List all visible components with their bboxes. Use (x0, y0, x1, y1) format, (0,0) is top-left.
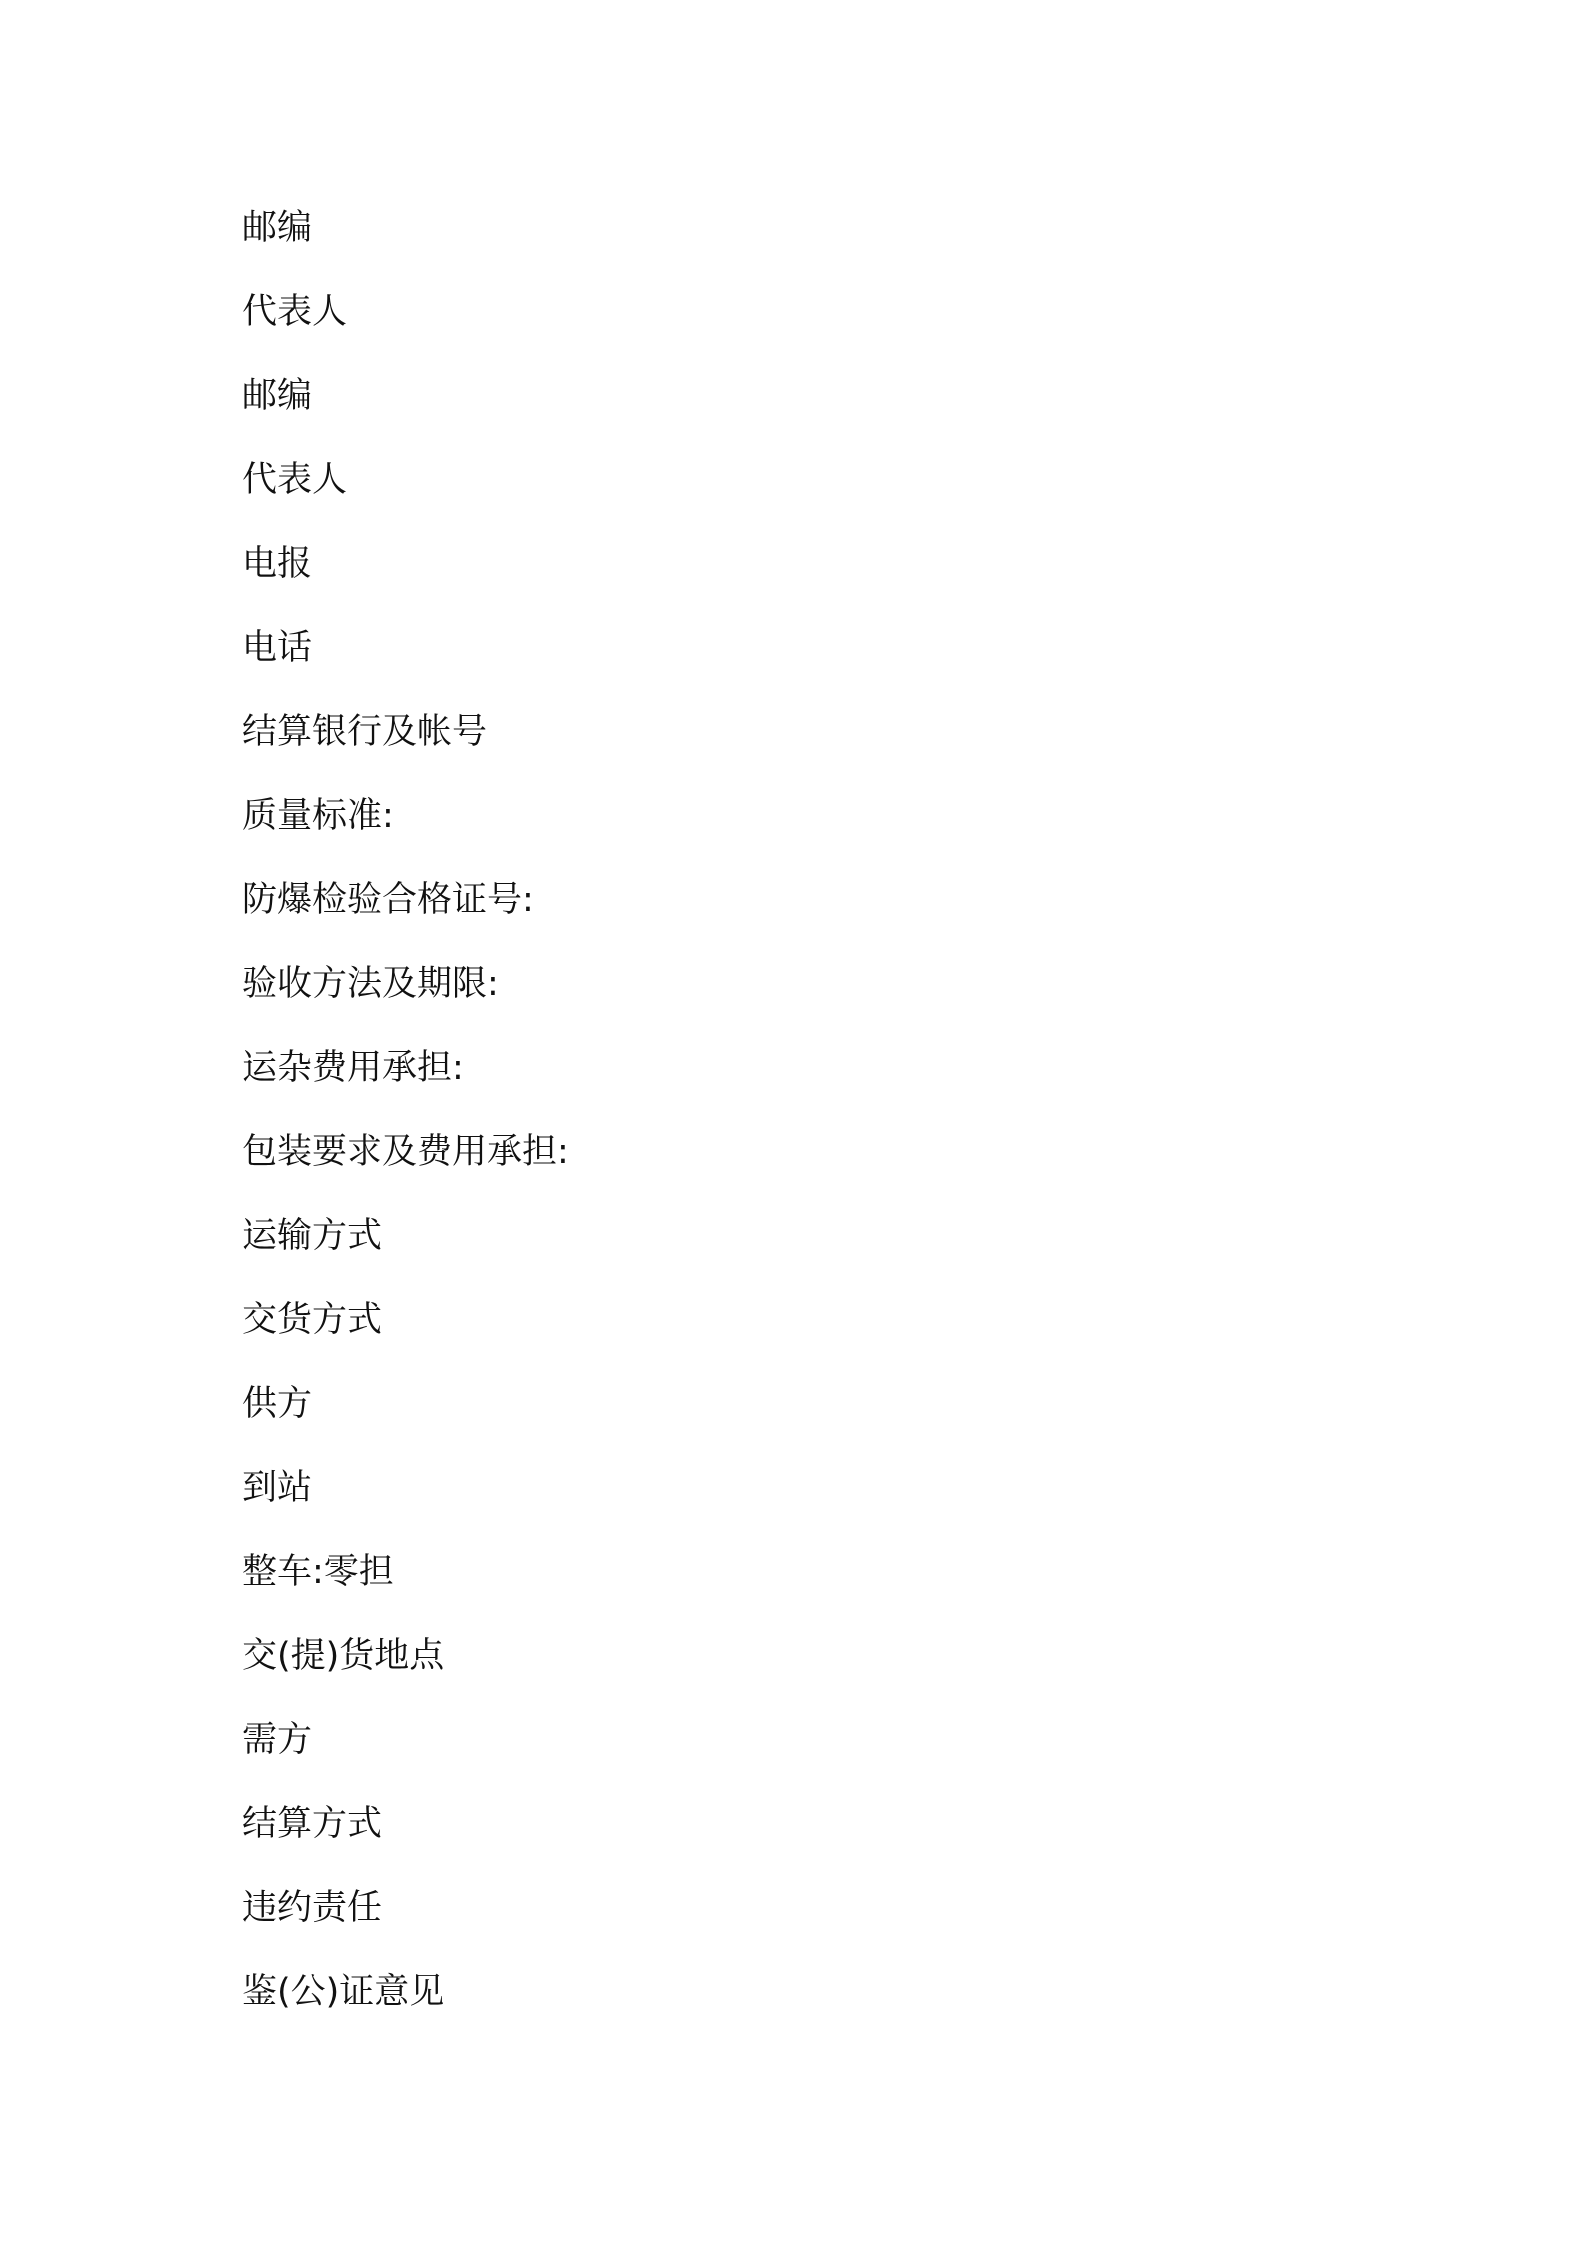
field-label-notarization-opinion: 鉴(公)证意见 (242, 1972, 445, 2012)
field-label-settlement-method: 结算方式 (242, 1804, 383, 1844)
field-label-supplier: 供方 (242, 1384, 313, 1424)
field-label-packaging-cost: 包装要求及费用承担: (242, 1132, 569, 1172)
field-label-bank-account: 结算银行及帐号 (242, 712, 488, 752)
field-label-quality-standard: 质量标准: (242, 796, 394, 836)
field-label-arrival-station: 到站 (242, 1468, 313, 1508)
field-label-telegram: 电报 (242, 544, 313, 584)
field-label-acceptance-method: 验收方法及期限: (242, 964, 499, 1004)
field-label-phone: 电话 (242, 628, 313, 668)
field-label-explosion-proof-cert: 防爆检验合格证号: (242, 880, 534, 920)
field-label-delivery-location: 交(提)货地点 (242, 1636, 445, 1676)
field-label-breach-liability: 违约责任 (242, 1888, 383, 1928)
field-label-postcode-2: 邮编 (242, 376, 313, 416)
field-label-load-type: 整车:零担 (242, 1552, 394, 1592)
field-label-representative-1: 代表人 (242, 292, 348, 332)
field-label-delivery-method: 交货方式 (242, 1300, 383, 1340)
field-label-buyer: 需方 (242, 1720, 313, 1760)
field-label-postcode-1: 邮编 (242, 208, 313, 248)
field-label-transport-method: 运输方式 (242, 1216, 383, 1256)
form-field-list (242, 196, 569, 2044)
field-label-freight-cost: 运杂费用承担: (242, 1048, 464, 1088)
field-label-representative-2: 代表人 (242, 460, 348, 500)
